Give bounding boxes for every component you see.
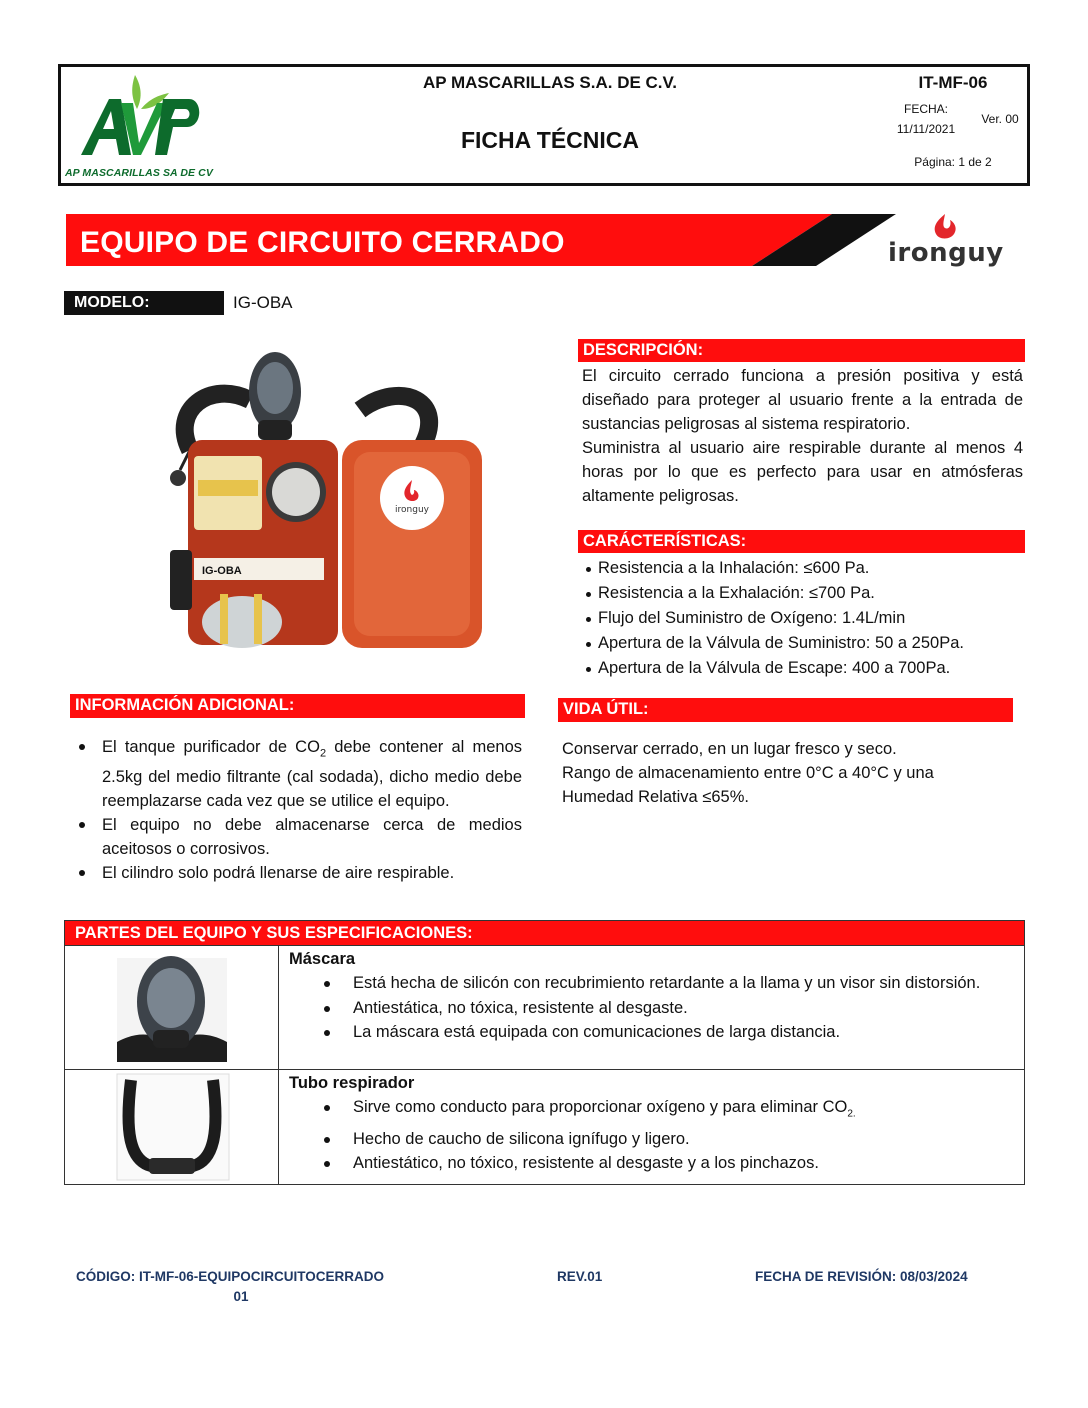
feature-item: Resistencia a la Exhalación: ≤700 Pa. [584, 581, 964, 606]
page-number: Página: 1 de 2 [914, 154, 992, 169]
lifespan-line: Conservar cerrado, en un lugar fresco y seco. [562, 740, 897, 758]
footer-code-line: CÓDIGO: IT-MF-06-EQUIPOCIRCUITOCERRADO [76, 1269, 385, 1284]
version: Ver. 00 [981, 112, 1019, 126]
part-spec-list [289, 971, 1014, 1045]
model-label: MODELO: [64, 291, 224, 315]
part-title: Máscara [289, 950, 356, 968]
description-heading: DESCRIPCIÓN: [578, 339, 1025, 362]
parts-heading: PARTES DEL EQUIPO Y SUS ESPECIFICACIONES: [65, 921, 1024, 946]
part-spec-item: Está hecha de silicón con recubrimiento retardante a la llama y un visor sin distorsión. [289, 971, 1014, 996]
feature-item: Resistencia a la Inhalación: ≤600 Pa. [584, 556, 964, 581]
part-spec-item: La máscara está equipada con comunicaciones de larga distancia. [289, 1020, 1014, 1045]
equipment-title: EQUIPO DE CIRCUITO CERRADO [80, 226, 565, 259]
document-code: IT-MF-06 [918, 72, 988, 92]
feature-item: Apertura de la Válvula de Escape: 400 a 700Pa. [584, 656, 964, 681]
case-brand: ironguy [395, 505, 429, 515]
footer-revision-date: FECHA DE REVISIÓN: 08/03/2024 [755, 1269, 968, 1284]
logo-caption: AP MASCARILLAS SA DE CV [65, 167, 213, 179]
logo-cell [61, 67, 221, 183]
additional-info-list [76, 735, 522, 885]
additional-info-heading: INFORMACIÓN ADICIONAL: [70, 694, 525, 718]
description-paragraph: El circuito cerrado funciona a presión positiva y está diseñado para proteger al usuario frente a la entrada de sustancias peligrosas al sistema respiratorio. [582, 367, 1023, 433]
tube-image-cell [65, 1070, 279, 1184]
footer-revision: REV.01 [557, 1269, 603, 1284]
part-spec-list [289, 1095, 1014, 1176]
part-title: Tubo respirador [289, 1074, 415, 1092]
features-list [584, 556, 964, 681]
feature-item: Flujo del Suministro de Oxígeno: 1.4L/min [584, 606, 964, 631]
part-spec-item: Hecho de caucho de silicona ignífugo y ligero. [289, 1127, 1014, 1152]
part-spec-item: Antiestático, no tóxico, resistente al desgaste y a los pinchazos. [289, 1151, 1014, 1176]
parts-table [64, 920, 1025, 1185]
table-row [65, 1070, 1024, 1184]
feature-item: Apertura de la Válvula de Suministro: 50 a 250Pa. [584, 631, 964, 656]
equipment-tag: IG-OBA [202, 565, 242, 577]
brand-wordmark: ironguy [888, 238, 1004, 268]
model-value: IG-OBA [233, 293, 293, 312]
footer-code [76, 1267, 406, 1307]
lifespan-heading: VIDA ÚTIL: [558, 698, 1013, 722]
date-label: FECHA: [903, 102, 948, 116]
breathing-tube-photo [65, 1070, 279, 1184]
company-name: AP MASCARILLAS S.A. DE C.V. [422, 72, 678, 92]
mask-specs [279, 946, 1024, 1045]
additional-info-item: El cilindro solo podrá llenarse de aire respirable. [76, 861, 522, 885]
date-cell [879, 98, 973, 140]
mask-photo [65, 946, 279, 1069]
product-photo [150, 340, 500, 660]
description-text [582, 364, 1023, 508]
lifespan-line: Rango de almacenamiento entre 0°C a 40°C y una [562, 764, 934, 782]
footer-code-line: 01 [233, 1289, 249, 1304]
company-logo [61, 69, 219, 169]
date-value: 11/11/2021 [896, 122, 956, 136]
document-header [58, 64, 1030, 186]
lifespan-line: Humedad Relativa ≤65%. [562, 788, 749, 806]
description-paragraph: Suministra al usuario aire respirable durante al menos 4 horas por lo que es perfecto para usar en atmósferas altamente peligrosas. [582, 439, 1023, 505]
table-row [65, 946, 1024, 1070]
part-spec-item: Sirve como conducto para proporcionar oxígeno y para eliminar $CO_{2.}$ [289, 1095, 1014, 1127]
document-title: FICHA TÉCNICA [460, 127, 640, 153]
additional-info-item: El equipo no debe almacenarse cerca de medios aceitosos o corrosivos. [76, 813, 522, 861]
tube-specs [279, 1070, 1024, 1176]
part-spec-item: Antiestática, no tóxica, resistente al desgaste. [289, 996, 1014, 1021]
lifespan-text [562, 737, 1022, 809]
features-heading: CARÁCTERÍSTICAS: [578, 530, 1025, 553]
additional-info-item: El tanque purificador de $CO_2$ debe contener al menos 2.5kg del medio filtrante (cal sodada), dicho medio debe reemplazarse cada vez que se utilice el equipo. [76, 735, 522, 813]
mask-image-cell [65, 946, 279, 1069]
